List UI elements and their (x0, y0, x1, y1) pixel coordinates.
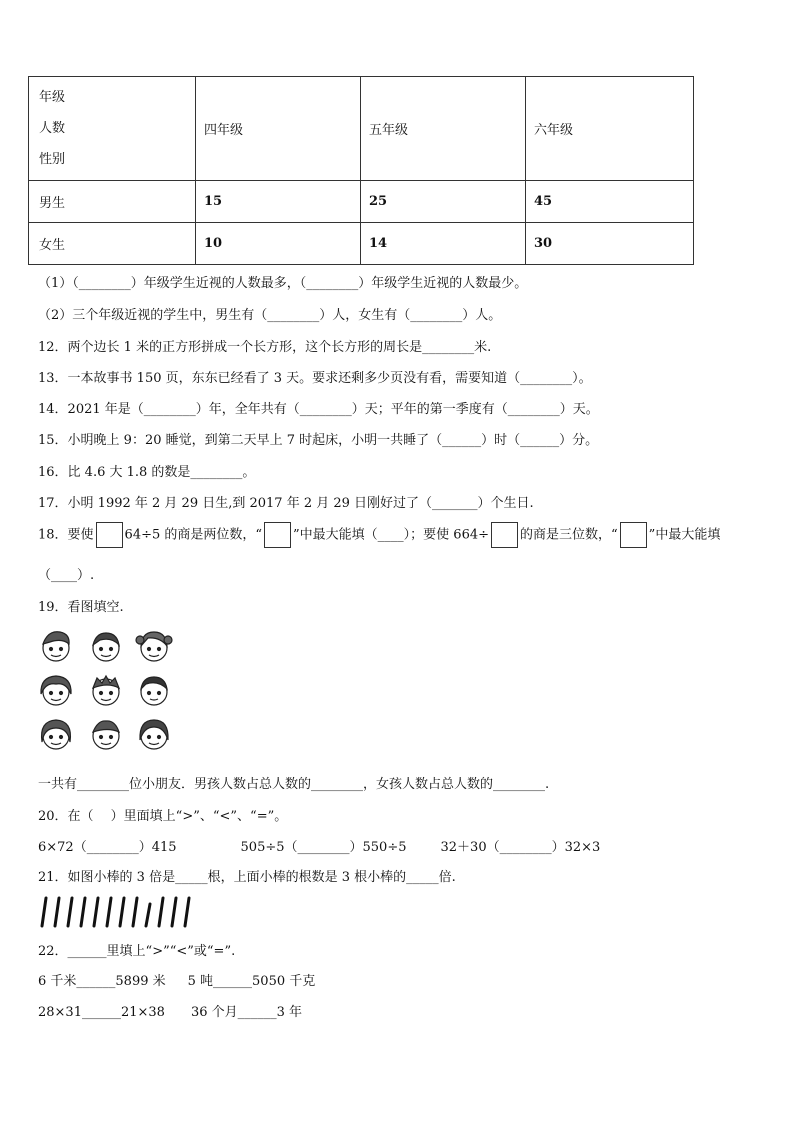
q18-text-b: 64÷5 的商是两位数，“ (124, 527, 263, 543)
q22-item-c: 28×31______21×38 (38, 1005, 165, 1020)
table-row-girls (29, 223, 694, 265)
kid-face-icon (41, 676, 71, 705)
q18-blank-box-1 (96, 522, 123, 548)
q18-text-d: 的商是三位数，“ (520, 527, 618, 543)
q22-item-b: 5 吨______5050 千克 (187, 974, 316, 989)
children-faces-figure (36, 626, 176, 756)
q20-item-a: 6×72（________）415 (38, 840, 177, 855)
question-18-continued: （____）. (38, 568, 95, 583)
myopia-table (28, 76, 694, 265)
question-22-row-2 (38, 1001, 302, 1020)
kid-face-icon (93, 721, 119, 749)
q22-item-d: 36 个月______3 年 (190, 1005, 303, 1020)
question-13: 13．一本故事书 150 页，东东已经看了 3 天。要求还剩多少页没有看，需要知道（________）。 (38, 371, 592, 386)
question-22-row-1 (38, 970, 315, 989)
boys-grade-5: 25 (361, 181, 526, 223)
question-11-part-2: （2）三个年级近视的学生中，男生有（________）人，女生有（________）人。 (38, 308, 502, 323)
header-gender-label: 性别 (39, 152, 66, 167)
kid-face-icon (93, 633, 119, 661)
q20-item-b: 505÷5（________）550÷5 (240, 840, 407, 855)
q22-item-a: 6 千米______5899 米 (38, 974, 166, 989)
question-17: 17．小明 1992 年 2 月 29 日生,到 2017 年 2 月 29 日刚好过了（_______）个生日. (38, 496, 534, 511)
question-22-title: 22．______里填上“>”“<”或“=”. (38, 944, 236, 959)
header-count-label: 人数 (39, 121, 66, 136)
row-label-girls: 女生 (29, 223, 196, 265)
girls-grade-5: 14 (361, 223, 526, 265)
q18-blank-box-4 (620, 522, 647, 548)
question-18 (38, 522, 720, 548)
table-row-boys (29, 181, 694, 223)
q18-blank-box-3 (491, 522, 518, 548)
question-15: 15．小明晚上 9：20 睡觉，到第二天早上 7 时起床，小明一共睡了（______）时（______）分。 (38, 433, 599, 448)
boys-grade-6: 45 (526, 181, 694, 223)
question-11-part-1: （1）（________）年级学生近视的人数最多，（________）年级学生近视的人数最少。 (38, 276, 528, 291)
girls-grade-6: 30 (526, 223, 694, 265)
question-12: 12．两个边长 1 米的正方形拼成一个长方形，这个长方形的周长是________米. (38, 340, 492, 355)
diagonal-header-cell (29, 77, 196, 181)
sticks-figure (36, 896, 200, 928)
kid-face-icon (141, 677, 167, 705)
question-19-text: 一共有________位小朋友．男孩人数占总人数的________，女孩人数占总人数的________. (38, 777, 550, 792)
header-grade-6: 六年级 (526, 77, 694, 181)
q20-item-c: 32＋30（________）32×3 (440, 840, 601, 855)
kid-face-icon (42, 720, 71, 749)
row-label-boys: 男生 (29, 181, 196, 223)
question-19-title: 19．看图填空. (38, 600, 124, 615)
q18-text-a: 18．要使 (38, 527, 94, 543)
question-16: 16．比 4.6 大 1.8 的数是________。 (38, 465, 256, 480)
question-21: 21．如图小棒的 3 倍是_____根，上面小棒的根数是 3 根小棒的_____倍. (38, 870, 456, 885)
table-header-row (29, 77, 694, 181)
kid-face-icon (136, 632, 172, 661)
kid-face-icon (43, 632, 69, 661)
q18-text-c: ”中最大能填（____）；要使 664÷ (293, 527, 490, 543)
kid-face-icon (93, 676, 119, 705)
question-14: 14．2021 年是（________）年，全年共有（________）天；平年的第一季度有（________）天。 (38, 402, 599, 417)
q18-blank-box-2 (264, 522, 291, 548)
q18-text-e: ”中最大能填 (648, 527, 721, 543)
header-grade-label: 年级 (39, 90, 66, 105)
question-20-items (38, 836, 600, 855)
boys-grade-4: 15 (196, 181, 361, 223)
question-20-title: 20．在（ ）里面填上“>”、“<”、“=”。 (38, 809, 288, 824)
header-grade-5: 五年级 (361, 77, 526, 181)
kid-face-icon (140, 720, 168, 749)
header-grade-4: 四年级 (196, 77, 361, 181)
girls-grade-4: 10 (196, 223, 361, 265)
